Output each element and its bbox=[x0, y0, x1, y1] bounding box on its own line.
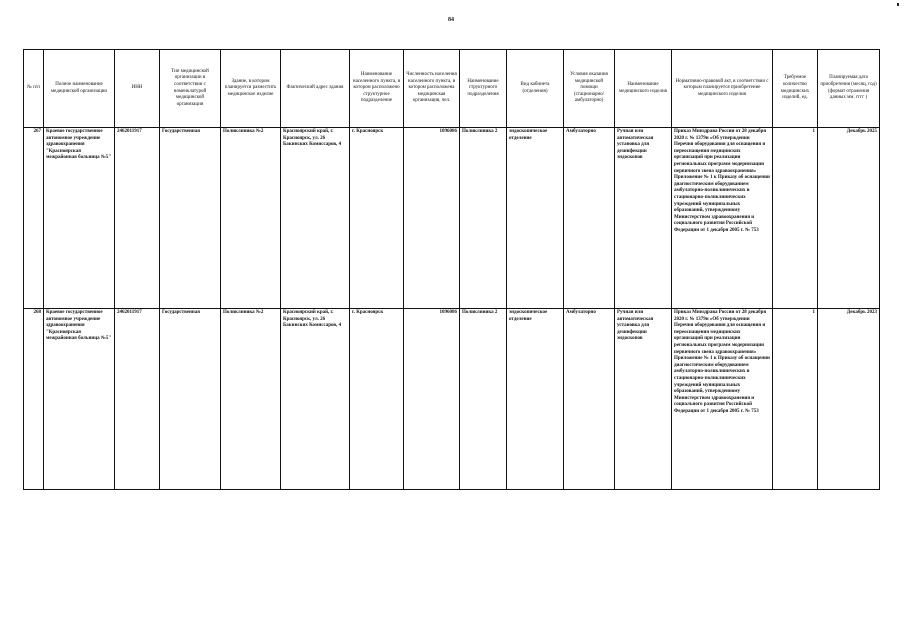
cell-address: Красноярский край, г. Красноярск, ул. 26 Бакинских Комиссаров, 4 bbox=[281, 128, 350, 309]
header-num: № п/п bbox=[24, 50, 44, 128]
cell-address: Красноярский край, г. Красноярск, ул. 26 Бакинских Комиссаров, 4 bbox=[281, 309, 350, 490]
cell-date: Декабрь 2025 bbox=[818, 128, 880, 309]
cell-unit: Поликлиника 2 bbox=[460, 309, 507, 490]
cell-device: Ручная или автоматическая установка для дезинфекции эндоскопов bbox=[615, 128, 672, 309]
cell-act: Приказ Минздрава России от 28 декабря 2020 г. № 1379н «Об утверждении Перечня оборудования для оснащения и переоснащения медицинских организаций при реализации региональных программ модернизации первичного звена здравоохранения» Приложение № 1 к Приказу об оснащении диагностическим оборудованием амбулаторно-поликлинических и стационарно-поликлинических учреждений муниципальных образований, утвержденному Министерством здравоохранения и социального развития Российской Федерации от 1 декабря 2005 г. № 753 bbox=[672, 128, 773, 309]
cell-inn: 2462011917 bbox=[115, 128, 160, 309]
cell-inn: 2462011917 bbox=[115, 309, 160, 490]
cell-conditions: Амбулаторно bbox=[564, 309, 615, 490]
header-device: Наименование медицинского изделия bbox=[615, 50, 672, 128]
cell-device: Ручная или автоматическая установка для дезинфекции эндоскопов bbox=[615, 309, 672, 490]
cell-qty: 1 bbox=[773, 309, 818, 490]
cell-org: Краевое государственное автономное учреждение здравоохранения "Красноярская межрайонная больница №5" bbox=[44, 309, 115, 490]
header-unit: Наименование структурного подразделения bbox=[460, 50, 507, 128]
cell-type: Государственная bbox=[160, 309, 221, 490]
cell-cabinet: эндоскопическое отделение bbox=[507, 309, 564, 490]
cell-unit: Поликлиника 2 bbox=[460, 128, 507, 309]
cell-population: 1096086 bbox=[404, 128, 460, 309]
cell-num: 268 bbox=[24, 309, 44, 490]
header-qty: Требуемое количество медицинских изделий, ед. bbox=[773, 50, 818, 128]
cell-cabinet: эндоскопическое отделение bbox=[507, 128, 564, 309]
cell-type: Государственная bbox=[160, 128, 221, 309]
header-org: Полное наименование медицинской организации bbox=[44, 50, 115, 128]
header-act: Нормативно-правовой акт, в соответствии с которым планируется приобретение медицинского изделия bbox=[672, 50, 773, 128]
cell-qty: 1 bbox=[773, 128, 818, 309]
cell-locality: г. Красноярск bbox=[350, 128, 404, 309]
header-locality: Наименование населенного пункта, в котором расположено структурное подразделение bbox=[350, 50, 404, 128]
header-row bbox=[24, 50, 880, 128]
header-inn: ИНН bbox=[115, 50, 160, 128]
header-cabinet: Вид кабинета (отделения) bbox=[507, 50, 564, 128]
cell-building: Поликлиника №2 bbox=[221, 309, 281, 490]
header-conditions: Условия оказания медицинской помощи (стационарно/ амбулаторно) bbox=[564, 50, 615, 128]
equipment-table bbox=[23, 49, 880, 490]
header-date: Планируемая дата приобретения (месяц, год) (формат отражения данных мм. гггг ) bbox=[818, 50, 880, 128]
cell-population: 1096086 bbox=[404, 309, 460, 490]
table-row bbox=[24, 128, 880, 309]
cell-building: Поликлиника №2 bbox=[221, 128, 281, 309]
cell-conditions: Амбулаторно bbox=[564, 128, 615, 309]
header-address: Фактический адрес здания bbox=[281, 50, 350, 128]
table-row bbox=[24, 309, 880, 490]
cell-act: Приказ Минздрава России от 28 декабря 2020 г. № 1379н «Об утверждении Перечня оборудования для оснащения и переоснащения медицинских организаций при реализации региональных программ модернизации первичного звена здравоохранения» Приложение № 1 к Приказу об оснащении диагностическим оборудованием амбулаторно-поликлинических и стационарно-поликлинических учреждений муниципальных образований, утвержденному Министерством здравоохранения и социального развития Российской Федерации от 1 декабря 2005 г. № 753 bbox=[672, 309, 773, 490]
header-building: Здание, в котором планируется разместить медицинское изделие bbox=[221, 50, 281, 128]
cell-org: Краевое государственное автономное учреждение здравоохранения "Красноярская межрайонная больница №5" bbox=[44, 128, 115, 309]
page-number: 84 bbox=[448, 17, 454, 23]
header-type: Тип медицинской организации в соответствии с номенклатурой медицинской организации bbox=[160, 50, 221, 128]
header-population: Численность населения населенного пункта, в котором расположена медицинская организация, чел. bbox=[404, 50, 460, 128]
cell-num: 267 bbox=[24, 128, 44, 309]
cell-locality: г. Красноярск bbox=[350, 309, 404, 490]
cell-date: Декабрь 2023 bbox=[818, 309, 880, 490]
scan-mark bbox=[897, 3, 899, 6]
